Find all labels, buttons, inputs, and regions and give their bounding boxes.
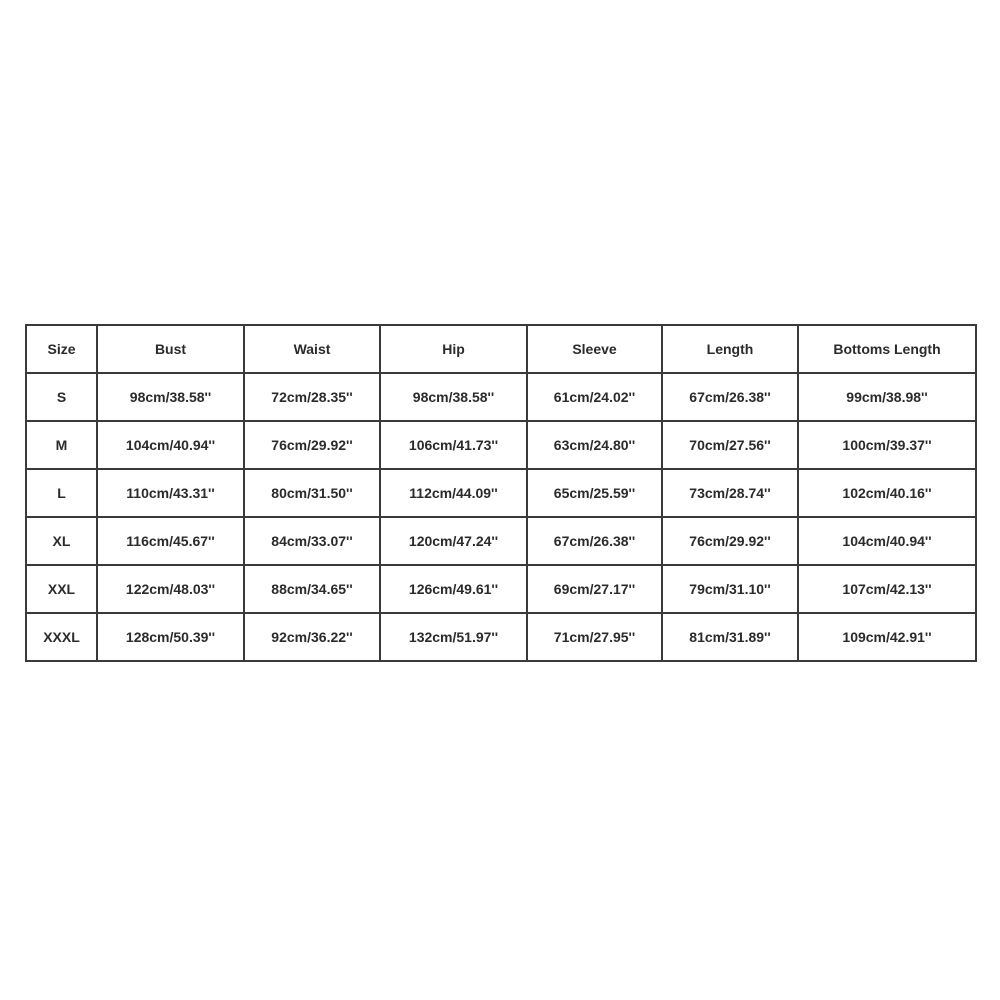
table-row	[26, 373, 976, 421]
length-cell: 79cm/31.10''	[662, 565, 798, 613]
sleeve-cell: 61cm/24.02''	[527, 373, 662, 421]
header-cell-size: Size	[26, 325, 97, 373]
header-cell-bust: Bust	[97, 325, 244, 373]
header-cell-hip: Hip	[380, 325, 527, 373]
length-cell: 81cm/31.89''	[662, 613, 798, 661]
bust-cell: 110cm/43.31''	[97, 469, 244, 517]
bottoms-length-cell: 99cm/38.98''	[798, 373, 976, 421]
length-cell: 76cm/29.92''	[662, 517, 798, 565]
size-cell: XXXL	[26, 613, 97, 661]
length-cell: 70cm/27.56''	[662, 421, 798, 469]
waist-cell: 76cm/29.92''	[244, 421, 380, 469]
bottoms-length-cell: 104cm/40.94''	[798, 517, 976, 565]
hip-cell: 106cm/41.73''	[380, 421, 527, 469]
bottoms-length-cell: 109cm/42.91''	[798, 613, 976, 661]
sleeve-cell: 67cm/26.38''	[527, 517, 662, 565]
header-cell-waist: Waist	[244, 325, 380, 373]
sleeve-cell: 71cm/27.95''	[527, 613, 662, 661]
bust-cell: 116cm/45.67''	[97, 517, 244, 565]
table-row	[26, 421, 976, 469]
size-cell: XXL	[26, 565, 97, 613]
waist-cell: 84cm/33.07''	[244, 517, 380, 565]
sleeve-cell: 65cm/25.59''	[527, 469, 662, 517]
table-row	[26, 517, 976, 565]
size-cell: L	[26, 469, 97, 517]
size-cell: S	[26, 373, 97, 421]
bottoms-length-cell: 100cm/39.37''	[798, 421, 976, 469]
sleeve-cell: 69cm/27.17''	[527, 565, 662, 613]
size-chart-table	[25, 324, 977, 662]
waist-cell: 72cm/28.35''	[244, 373, 380, 421]
table-row	[26, 613, 976, 661]
length-cell: 67cm/26.38''	[662, 373, 798, 421]
header-cell-length: Length	[662, 325, 798, 373]
header-cell-sleeve: Sleeve	[527, 325, 662, 373]
table-row	[26, 565, 976, 613]
header-row	[26, 325, 976, 373]
bust-cell: 98cm/38.58''	[97, 373, 244, 421]
hip-cell: 126cm/49.61''	[380, 565, 527, 613]
size-cell: XL	[26, 517, 97, 565]
waist-cell: 80cm/31.50''	[244, 469, 380, 517]
bottoms-length-cell: 102cm/40.16''	[798, 469, 976, 517]
length-cell: 73cm/28.74''	[662, 469, 798, 517]
size-cell: M	[26, 421, 97, 469]
hip-cell: 98cm/38.58''	[380, 373, 527, 421]
hip-cell: 132cm/51.97''	[380, 613, 527, 661]
bust-cell: 122cm/48.03''	[97, 565, 244, 613]
header-cell-bottoms-length: Bottoms Length	[798, 325, 976, 373]
bust-cell: 128cm/50.39''	[97, 613, 244, 661]
hip-cell: 120cm/47.24''	[380, 517, 527, 565]
bust-cell: 104cm/40.94''	[97, 421, 244, 469]
waist-cell: 88cm/34.65''	[244, 565, 380, 613]
waist-cell: 92cm/36.22''	[244, 613, 380, 661]
hip-cell: 112cm/44.09''	[380, 469, 527, 517]
table-row	[26, 469, 976, 517]
sleeve-cell: 63cm/24.80''	[527, 421, 662, 469]
bottoms-length-cell: 107cm/42.13''	[798, 565, 976, 613]
